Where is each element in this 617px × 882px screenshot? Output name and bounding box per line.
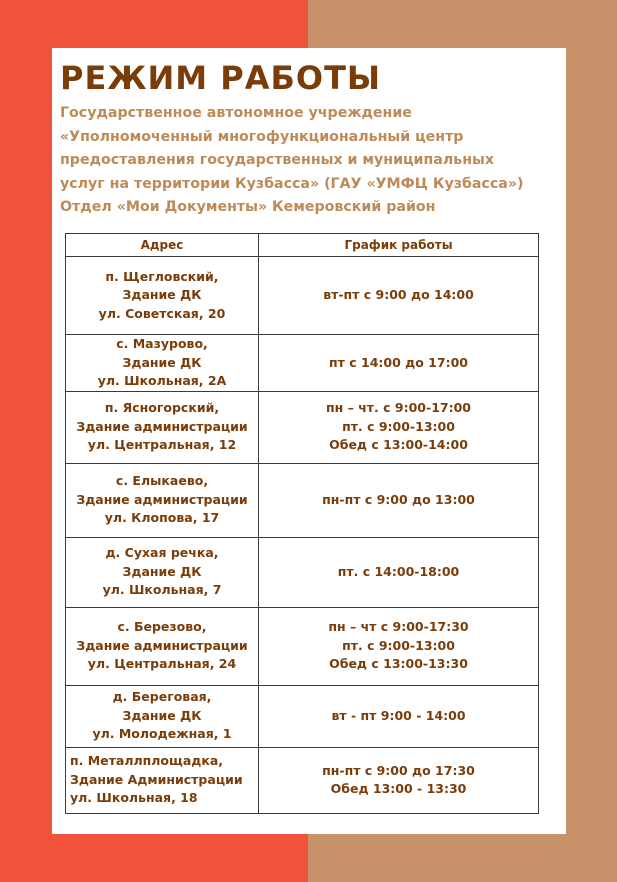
address-cell bbox=[66, 607, 259, 685]
table-header-row bbox=[66, 234, 539, 257]
address-line: Здание администрации bbox=[76, 418, 248, 434]
table-row bbox=[66, 607, 539, 685]
address-cell bbox=[66, 335, 259, 392]
schedule-line: пт. с 9:00-13:00 bbox=[342, 418, 455, 434]
address-line: Здание Администрации bbox=[70, 771, 243, 787]
schedule-line: пн-пт с 9:00 до 17:30 bbox=[322, 762, 475, 778]
address-line: ул. Школьная, 7 bbox=[102, 582, 222, 598]
address-cell bbox=[66, 685, 259, 747]
schedule-line: пн-пт с 9:00 до 13:00 bbox=[322, 491, 475, 507]
address-line: Здание ДК bbox=[122, 287, 202, 303]
address-line: Здание администрации bbox=[76, 637, 248, 653]
table-row bbox=[66, 685, 539, 747]
address-line: п. Ясногорский, bbox=[104, 400, 220, 416]
schedule-cell bbox=[259, 335, 539, 392]
schedule-cell bbox=[259, 685, 539, 747]
address-line: ул. Школьная, 18 bbox=[70, 790, 198, 806]
schedule-line: вт-пт с 9:00 до 14:00 bbox=[323, 287, 474, 303]
schedule-cell bbox=[259, 537, 539, 607]
subtitle-line: услуг на территории Кузбасса» (ГАУ «УМФЦ Кузбасса») bbox=[60, 175, 524, 192]
address-line: ул. Молодежная, 1 bbox=[92, 726, 232, 742]
table-row bbox=[66, 257, 539, 335]
subtitle-line: Отдел «Мои Документы» Кемеровский район bbox=[60, 199, 436, 215]
address-line: с. Мазурово, bbox=[116, 336, 208, 351]
schedule-table bbox=[65, 233, 539, 814]
schedule-line: Обед с 13:00-14:00 bbox=[329, 437, 468, 453]
address-cell bbox=[66, 257, 259, 335]
address-cell bbox=[66, 537, 259, 607]
column-header-schedule: График работы bbox=[259, 234, 539, 257]
address-line: Здание ДК bbox=[122, 563, 202, 579]
schedule-cell bbox=[259, 257, 539, 335]
address-line: Здание ДК bbox=[122, 707, 202, 723]
address-line: Здание администрации bbox=[76, 491, 248, 507]
address-line: д. Береговая, bbox=[112, 689, 212, 705]
schedule-line: вт - пт 9:00 - 14:00 bbox=[331, 707, 466, 723]
address-cell bbox=[66, 391, 259, 463]
schedule-cell bbox=[259, 747, 539, 813]
address-line: п. Металлплощадка, bbox=[70, 753, 224, 769]
address-line: ул. Советская, 20 bbox=[98, 305, 226, 321]
address-cell bbox=[66, 463, 259, 537]
address-line: ул. Клопова, 17 bbox=[104, 510, 220, 526]
table-row bbox=[66, 747, 539, 813]
schedule-line: пн – чт. с 9:00-17:00 bbox=[326, 400, 471, 416]
schedule-card bbox=[52, 48, 566, 834]
organization-description bbox=[60, 102, 560, 220]
schedule-cell bbox=[259, 607, 539, 685]
address-line: ул. Школьная, 2А bbox=[97, 373, 227, 388]
address-line: ул. Центральная, 24 bbox=[87, 656, 237, 672]
schedule-line: Обед с 13:00-13:30 bbox=[329, 656, 468, 672]
address-line: с. Елыкаево, bbox=[115, 473, 209, 489]
schedule-cell bbox=[259, 391, 539, 463]
table-row bbox=[66, 335, 539, 392]
address-line: д. Сухая речка, bbox=[105, 545, 219, 561]
address-line: ул. Центральная, 12 bbox=[87, 437, 237, 453]
schedule-line: пт. с 14:00-18:00 bbox=[337, 563, 460, 579]
address-line: п. Щегловский, bbox=[105, 268, 219, 284]
subtitle-line: предоставления государственных и муниципальных bbox=[60, 152, 494, 168]
table-row bbox=[66, 463, 539, 537]
schedule-line: Обед 13:00 - 13:30 bbox=[330, 781, 467, 796]
schedule-line: пт. с 9:00-13:00 bbox=[342, 637, 455, 653]
table-row bbox=[66, 537, 539, 607]
address-cell bbox=[66, 747, 259, 813]
page-title: РЕЖИМ РАБОТЫ bbox=[60, 59, 382, 97]
address-line: с. Березово, bbox=[117, 619, 207, 635]
column-header-address: Адрес bbox=[66, 234, 259, 257]
schedule-line: пт с 14:00 до 17:00 bbox=[329, 354, 468, 370]
table-row bbox=[66, 391, 539, 463]
schedule-cell bbox=[259, 463, 539, 537]
subtitle-line: «Уполномоченный многофункциональный центр bbox=[60, 128, 464, 145]
subtitle-line: Государственное автономное учреждение bbox=[60, 105, 412, 121]
address-line: Здание ДК bbox=[122, 354, 202, 370]
schedule-line: пн – чт с 9:00-17:30 bbox=[328, 619, 469, 635]
